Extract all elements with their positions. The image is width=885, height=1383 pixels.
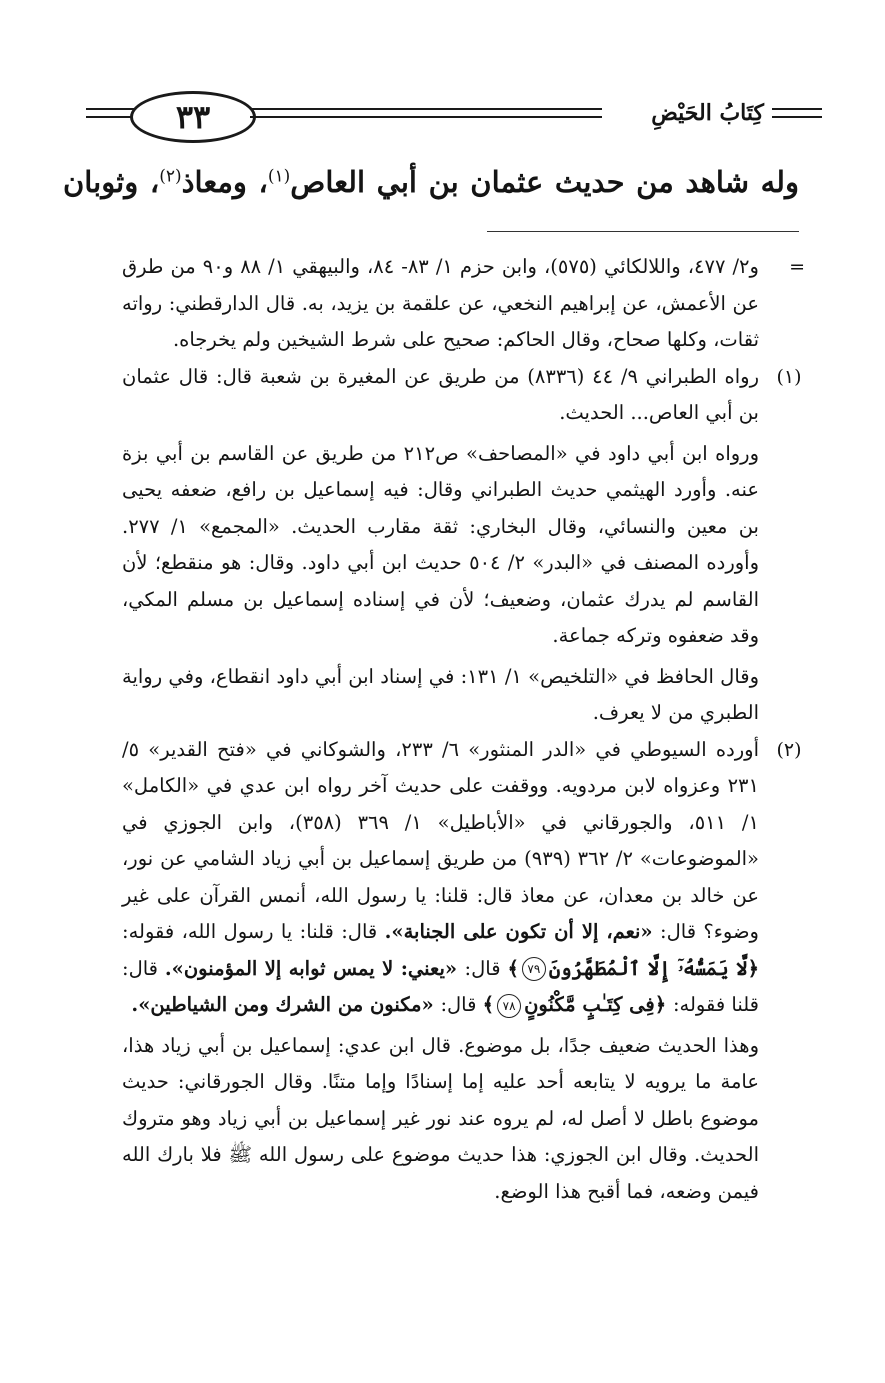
verse-number-icon: ٧٩ [522, 957, 546, 981]
quote-text: «مكنون من الشرك ومن الشياطين». [131, 993, 441, 1016]
main-text-part: ، وثوبان [63, 165, 160, 199]
quran-bracket: ﴾ [482, 993, 495, 1016]
quran-verse: ﴿لَّا يَمَسُّهُۥٓ إِلَّا ٱلْمُطَهَّرُونَ [548, 956, 759, 980]
footnote-text: ورواه ابن أبي داود في «المصاحف» ص٢١٢ من طريق عن القاسم بن أبي بزة عنه. وأورد الهيثمي حديث الطبراني وقال: فيه إسماعيل بن رافع، ضعفه يحيى بن معين والنسائي، وقال البخاري: ثقة مقارب الحديث. «المجمع» ١/ ٢٧٧. وأورده المصنف في «البدر» ٢/ ٥٠٤ حديث ابن أبي داود. وقال: هو منقطع؛ لأن القاسم لم يدرك عثمان، وضعيف؛ لأن في إسناده إسماعيل بن مسلم المكي، وقد ضعفوه وتركه جماعة. [122, 441, 759, 647]
header-rule-middle-top [250, 108, 602, 110]
footnote-text: رواه الطبراني ٩/ ٤٤ (٨٣٣٦) من طريق عن المغيرة بن شعبة قال: قال عثمان بن أبي العاص... الحديث. [122, 364, 759, 424]
main-text-part: ، ومعاذ [181, 165, 268, 199]
footnote-text: قال: قلنا فقوله: [122, 956, 759, 1016]
footnote-2-paragraph [122, 1028, 759, 1211]
page-header [86, 86, 822, 144]
quote-text: «نعم، إلا أن تكون على الجنابة». [384, 920, 653, 943]
header-rule-left-bottom [86, 116, 136, 118]
footnote-1-marker: (١) [776, 365, 802, 388]
footnote-continuation [122, 249, 805, 359]
main-text-line [63, 150, 799, 214]
main-text-part: وله شاهد من حديث عثمان بن أبي العاص [290, 165, 799, 199]
footnote-1-paragraph [122, 659, 759, 732]
footnote-1-paragraph [122, 436, 759, 655]
footnote-2 [122, 732, 802, 1024]
footnote-text: وهذا الحديث ضعيف جدًا، بل موضوع. قال ابن عدي: إسماعيل بن أبي زياد هذا، عامة ما يرويه لا يتابعه أحد عليه إما إسنادًا وإما متنًا. وقال الجورقاني: حديث موضوع باطل لا أصل له، لم يروه عند نور غير إسماعيل بن أبي زياد وهو متروك الحديث. وقال ابن الجوزي: هذا حديث موضوع على رسول الله ﷺ فلا بارك الله فيمن وضعه، فما أقبح هذا الوضع. [122, 1033, 759, 1203]
quran-verse: ﴿فِى كِتَـٰبٍ مَّكْنُونٍ [524, 993, 673, 1016]
footnote-1 [122, 359, 802, 432]
footnote-text: قال: [440, 993, 483, 1016]
chapter-title: كِتَابُ الحَيْضِ [651, 100, 764, 126]
continuation-marker: = [789, 256, 805, 278]
footnote-text: قال: [464, 956, 508, 980]
footnote-2-marker: (٢) [776, 738, 802, 761]
header-rule-middle-bottom [250, 116, 602, 118]
page-number-badge [130, 91, 256, 143]
header-rule-left-top [86, 108, 136, 110]
footnote-text: قال: قلنا: يا رسول الله، فقوله: [122, 920, 385, 943]
quote-text: «يعني: لا يمس ثوابه إلا المؤمنون». [164, 956, 465, 980]
verse-number-icon: ٧٨ [497, 994, 521, 1018]
footnotes [0, 249, 885, 1210]
header-rule-right-bottom [772, 116, 822, 118]
header-rule-right-top [772, 108, 822, 110]
footnote-ref-2: (٢) [159, 166, 182, 187]
footnote-text: و٢/ ٤٧٧، واللالكائي (٥٧٥)، وابن حزم ١/ ٨٣- ٨٤، والبيهقي ١/ ٨٨ و٩٠ من طرق عن الأعمش، عن إبراهيم النخعي، عن علقمة بن يزيد، به. قال الدارقطني: رواته ثقات، وكلها صحاح، وقال الحاكم: صحيح على شرط الشيخين ولم يخرجاه. [122, 255, 759, 351]
quran-bracket: ﴾ [507, 956, 519, 980]
footnote-text: أورده السيوطي في «الدر المنثور» ٦/ ٢٣٣، والشوكاني في «فتح القدير» ٥/ ٢٣١ وعزواه لابن مردويه. ووقفت على حديث آخر رواه ابن عدي في «الكامل» ١/ ٥١١، والجورقاني في «الأباطيل» ١/ ٣٦٩ (٣٥٨)، وابن الجوزي في «الموضوعات» ٢/ ٣٦٢ (٩٣٩) من طريق إسماعيل بن أبي زياد الشامي عن نور، عن خالد بن معدان، عن معاذ قال: قلنا: يا رسول الله، أنمس القرآن على غير وضوء؟ قال: [122, 737, 760, 943]
footnote-ref-1: (١) [267, 166, 291, 187]
footnote-separator [487, 231, 799, 232]
page-number: ٣٣ [175, 98, 211, 136]
footnote-text: وقال الحافظ في «التلخيص» ١/ ١٣١: في إسناد ابن أبي داود انقطاع، وفي رواية الطبري من لا يعرف. [122, 664, 759, 724]
